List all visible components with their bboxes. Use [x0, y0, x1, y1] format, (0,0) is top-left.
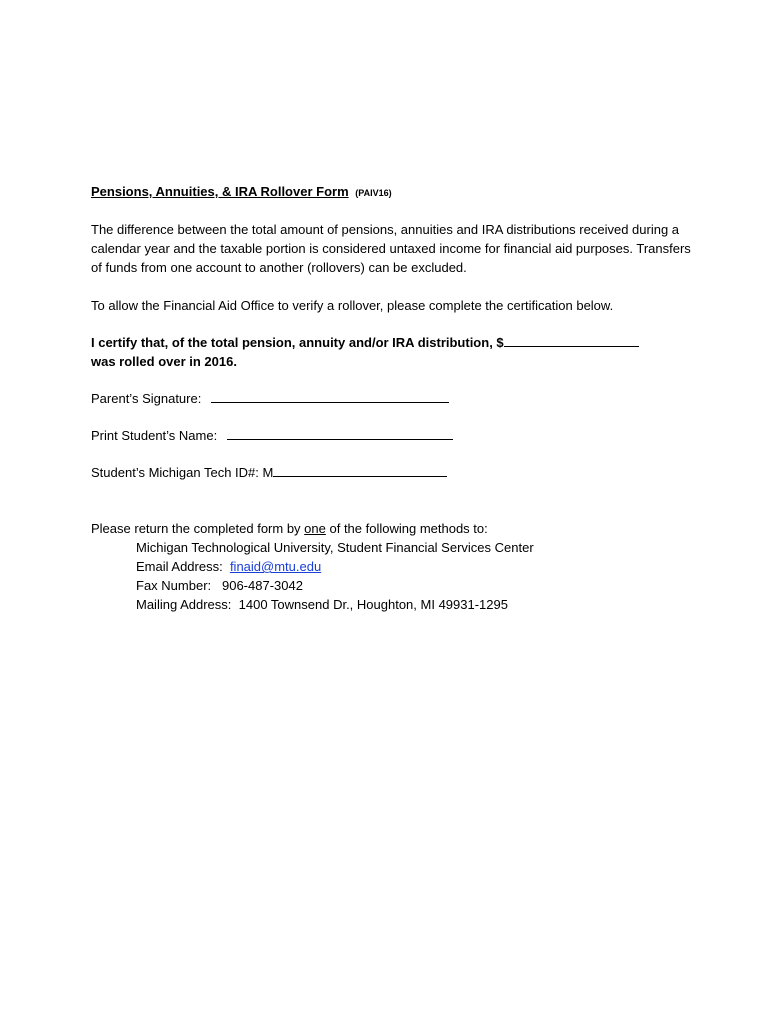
student-name-field[interactable]	[227, 427, 453, 440]
mail-line	[136, 595, 691, 614]
verification-paragraph: To allow the Financial Aid Office to verify a rollover, please complete the certification below.	[91, 298, 614, 313]
mail-address: 1400 Townsend Dr., Houghton, MI 49931-1295	[238, 597, 508, 612]
form-content	[91, 183, 691, 614]
fax-number: 906-487-3042	[221, 578, 303, 593]
form-title-line	[91, 183, 691, 201]
return-methods	[136, 538, 691, 614]
institution-line: Michigan Technological University, Student Financial Services Center	[136, 540, 534, 555]
certification-prefix: I certify that, of the total pension, annuity and/or IRA distribution, $	[91, 335, 504, 350]
form-title: Pensions, Annuities, & IRA Rollover Form	[91, 184, 349, 199]
form-code: (PAIV16)	[355, 188, 392, 198]
mail-label: Mailing Address:	[136, 597, 232, 612]
email-label: Email Address:	[136, 559, 223, 574]
email-line	[136, 557, 691, 576]
rollover-amount-field[interactable]	[504, 334, 639, 347]
fax-label: Fax Number:	[136, 578, 212, 593]
email-link[interactable]: finaid@mtu.edu	[229, 559, 322, 574]
parent-signature-field[interactable]	[211, 390, 449, 403]
return-intro-after: of the following methods to:	[325, 521, 488, 536]
student-name-label: Print Student’s Name:	[91, 428, 218, 443]
return-intro	[91, 519, 691, 538]
student-name-row	[91, 426, 691, 445]
certification-statement	[91, 333, 691, 371]
return-intro-before: Please return the completed form by	[91, 521, 305, 536]
student-id-row	[91, 463, 691, 482]
intro-paragraph: The difference between the total amount of pensions, annuities and IRA distributions received during a calendar year and the taxable portion is considered untaxed income for financial aid purposes. Transfers of funds from one account to another (rollovers) can be excluded.	[91, 222, 691, 275]
parent-signature-label: Parent’s Signature:	[91, 391, 202, 406]
parent-signature-row	[91, 389, 691, 408]
return-instructions	[91, 519, 691, 614]
student-id-label: Student’s Michigan Tech ID#: M	[91, 465, 274, 480]
return-intro-emphasis: one	[304, 521, 326, 536]
fax-line	[136, 576, 691, 595]
student-id-field[interactable]	[273, 464, 447, 477]
certification-suffix: was rolled over in 2016.	[91, 354, 237, 369]
